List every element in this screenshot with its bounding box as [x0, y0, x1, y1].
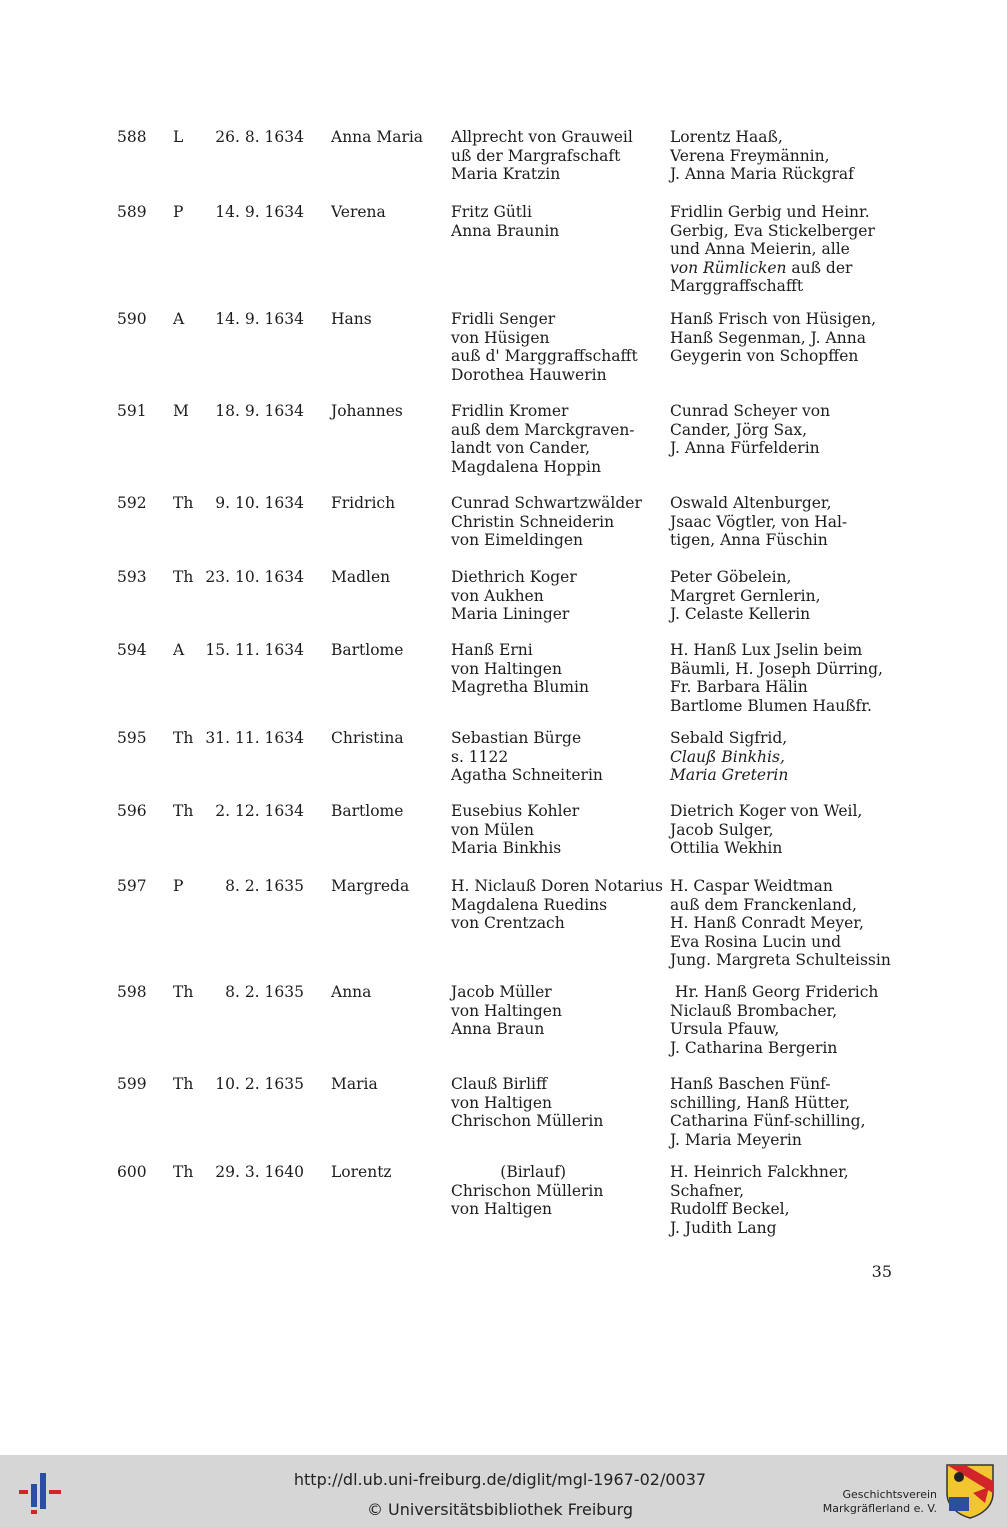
- line-text: von Crentzach: [451, 914, 565, 932]
- text-line: [451, 494, 669, 513]
- line-text: H. Caspar Weidtman: [670, 877, 833, 895]
- text-line: [670, 203, 905, 222]
- text-line: [670, 439, 905, 458]
- line-text: J. Maria Meyerin: [670, 1130, 802, 1149]
- text-line: [670, 240, 905, 259]
- godparents-cell: [670, 802, 905, 858]
- text-line: [451, 1002, 669, 1021]
- line-text: H. Hanß Conradt Meyer,: [670, 914, 864, 932]
- line-text: Verena Freymännin,: [670, 146, 830, 165]
- baptism-date: 15. 11. 1634: [205, 641, 304, 659]
- baptism-date: 14. 9. 1634: [215, 203, 304, 221]
- text-line: [670, 914, 905, 933]
- child-name: Christina: [331, 729, 404, 747]
- line-text: Sebald Sigfrid,: [670, 729, 788, 747]
- parents-cell: [451, 203, 669, 240]
- text-line: [670, 1075, 905, 1094]
- text-line: [451, 310, 669, 329]
- text-line: [670, 839, 905, 858]
- line-text: Hanß Baschen Fünf-: [670, 1075, 831, 1093]
- text-line: [451, 329, 669, 348]
- line-text: von Rümlicken: [670, 258, 787, 277]
- text-line: [451, 147, 669, 166]
- text-line: [451, 366, 669, 385]
- parents-cell: [451, 128, 669, 184]
- line-text: Hanß Frisch von Hüsigen,: [670, 310, 877, 328]
- line-text: und Anna Meierin, alle: [670, 240, 850, 258]
- godparents-cell: [670, 128, 905, 184]
- godparents-cell: [670, 877, 905, 970]
- line-text: Eusebius Kohler: [451, 802, 580, 820]
- text-line: [670, 766, 905, 785]
- line-text: Dietrich Koger von Weil,: [670, 802, 863, 820]
- line-text: landt von Cander,: [451, 439, 591, 457]
- line-text: Schafner,: [670, 1181, 745, 1200]
- godparents-cell: [670, 203, 905, 296]
- weekday-letter: A: [173, 641, 185, 659]
- footer-copyright: © Universitätsbibliothek Freiburg: [366, 1500, 634, 1519]
- text-line: [670, 128, 905, 147]
- line-text: von Haltingen: [451, 1001, 562, 1020]
- line-text: Maria Binkhis: [451, 839, 562, 857]
- entry-number: 595: [117, 729, 147, 747]
- line-text: Cunrad Scheyer von: [670, 402, 831, 420]
- godparents-cell: [670, 1163, 905, 1237]
- child-name: Hans: [331, 310, 372, 328]
- text-line: [670, 896, 905, 915]
- parents-cell: [451, 1075, 669, 1131]
- text-line: [670, 877, 905, 896]
- baptism-date: 18. 9. 1634: [215, 402, 304, 420]
- text-line: [451, 678, 669, 697]
- godparents-cell: [670, 729, 905, 785]
- line-text: H. Hanß Lux Jselin beim: [670, 641, 863, 659]
- text-line: [451, 766, 669, 785]
- entry-number: 593: [117, 568, 147, 586]
- line-text: Catharina Fünf-schilling,: [670, 1112, 866, 1130]
- text-line: [451, 1163, 669, 1182]
- text-line: [451, 513, 669, 532]
- text-line: [451, 203, 669, 222]
- text-line: [670, 421, 905, 440]
- text-line: [670, 347, 905, 366]
- text-line: [451, 802, 669, 821]
- text-line: [451, 1075, 669, 1094]
- text-line: [670, 802, 905, 821]
- line-text: Chrischon Müllerin: [451, 1181, 604, 1200]
- text-line: [451, 660, 669, 679]
- entry-number: 591: [117, 402, 147, 420]
- text-line: [451, 587, 669, 606]
- baptism-date: 8. 2. 1635: [225, 983, 304, 1001]
- society-line-1: Geschichtsverein: [842, 1488, 937, 1501]
- entry-number: 598: [117, 983, 147, 1001]
- godparents-cell: [670, 402, 905, 458]
- text-line: [670, 1200, 905, 1219]
- godparents-cell: [670, 1075, 905, 1149]
- parents-cell: [451, 802, 669, 858]
- line-text: J. Anna Maria Rückgraf: [670, 165, 854, 183]
- line-text: Gerbig, Eva Stickelberger: [670, 221, 875, 240]
- weekday-letter: Th: [173, 802, 194, 820]
- line-text: Diethrich Koger: [451, 568, 577, 586]
- line-text: von Haltingen: [451, 659, 562, 678]
- weekday-letter: Th: [173, 729, 194, 747]
- entry-number: 589: [117, 203, 147, 221]
- line-text: uß der Margrafschaft: [451, 146, 621, 165]
- parents-cell: [451, 1163, 669, 1219]
- line-text: Ottilia Wekhin: [670, 839, 783, 857]
- weekday-letter: Th: [173, 1163, 194, 1181]
- line-text: Hr. Hanß Georg Friderich: [670, 983, 879, 1001]
- line-text: tigen, Anna Füschin: [670, 531, 828, 549]
- weekday-letter: Th: [173, 494, 194, 512]
- line-text: Magretha Blumin: [451, 678, 589, 696]
- godparents-cell: [670, 568, 905, 624]
- text-line: [670, 951, 905, 970]
- line-text: Anna Braun: [451, 1020, 545, 1038]
- line-text: auß d' Marggraffschafft: [451, 347, 638, 365]
- line-text: Fridli Senger: [451, 310, 556, 328]
- weekday-letter: A: [173, 310, 185, 328]
- line-text: Fritz Gütli: [451, 203, 532, 221]
- text-line: [451, 128, 669, 147]
- society-line-2: Markgräflerland e. V.: [822, 1502, 937, 1515]
- entry-number: 596: [117, 802, 147, 820]
- line-text-after: auß der: [786, 258, 853, 277]
- text-line: [670, 641, 905, 660]
- text-line: [451, 605, 669, 624]
- line-text: von Eimeldingen: [451, 531, 584, 549]
- text-line: [451, 821, 669, 840]
- parents-cell: [451, 402, 669, 476]
- text-line: [451, 568, 669, 587]
- line-text: Oswald Altenburger,: [670, 494, 832, 512]
- line-text: schilling, Hanß Hütter,: [670, 1093, 850, 1112]
- line-text: Allprecht von Grauweil: [451, 128, 633, 146]
- line-text: Magdalena Hoppin: [451, 457, 602, 476]
- text-line: [670, 678, 905, 697]
- child-name: Bartlome: [331, 802, 404, 820]
- line-text: Maria Kratzin: [451, 165, 561, 183]
- child-name: Madlen: [331, 568, 391, 586]
- text-line: [451, 983, 669, 1002]
- line-text: Niclauß Brombacher,: [670, 1001, 838, 1020]
- text-line: [451, 222, 669, 241]
- line-text: Jung. Margreta Schulteissin: [670, 951, 891, 969]
- child-name: Johannes: [331, 402, 403, 420]
- line-text: Fr. Barbara Hälin: [670, 678, 808, 696]
- weekday-letter: Th: [173, 1075, 194, 1093]
- text-line: [451, 402, 669, 421]
- line-text: Sebastian Bürge: [451, 729, 582, 747]
- line-text: Hanß Segenman, J. Anna: [670, 328, 866, 347]
- line-text: von Mülen: [451, 820, 534, 839]
- text-line: [670, 568, 905, 587]
- text-line: [451, 1020, 669, 1039]
- line-text: auß dem Marckgraven-: [451, 420, 635, 439]
- line-text: Dorothea Hauwerin: [451, 365, 607, 384]
- line-text: J. Catharina Bergerin: [670, 1038, 838, 1057]
- parents-cell: [451, 877, 669, 933]
- line-text: Jacob Sulger,: [670, 820, 774, 839]
- child-name: Margreda: [331, 877, 410, 895]
- text-line: [670, 222, 905, 241]
- child-name: Lorentz: [331, 1163, 392, 1181]
- line-text: Eva Rosina Lucin und: [670, 932, 842, 951]
- weekday-letter: Th: [173, 568, 194, 586]
- text-line: [670, 1039, 905, 1058]
- text-line: [670, 402, 905, 421]
- baptism-date: 10. 2. 1635: [215, 1075, 304, 1093]
- text-line: [670, 933, 905, 952]
- entry-number: 588: [117, 128, 147, 146]
- baptism-date: 14. 9. 1634: [215, 310, 304, 328]
- line-text: Marggraffschafft: [670, 277, 804, 295]
- text-line: [451, 421, 669, 440]
- line-text: Geygerin von Schopffen: [670, 347, 859, 365]
- child-name: Verena: [331, 203, 386, 221]
- godparents-cell: [670, 983, 905, 1057]
- line-text: (Birlauf): [451, 1163, 567, 1181]
- line-text: Margret Gernlerin,: [670, 586, 821, 605]
- text-line: [670, 277, 905, 296]
- text-line: [451, 1112, 669, 1131]
- line-text: Chrischon Müllerin: [451, 1112, 604, 1130]
- weekday-letter: Th: [173, 983, 194, 1001]
- line-text: Peter Göbelein,: [670, 568, 792, 586]
- parents-cell: [451, 983, 669, 1039]
- text-line: [670, 513, 905, 532]
- text-line: [670, 729, 905, 748]
- baptism-date: 8. 2. 1635: [225, 877, 304, 895]
- text-line: [451, 914, 669, 933]
- line-text: Anna Braunin: [451, 221, 560, 240]
- text-line: [670, 983, 905, 1002]
- text-line: [670, 310, 905, 329]
- text-line: [670, 1219, 905, 1238]
- line-text: Agatha Schneiterin: [451, 766, 603, 784]
- line-text: von Aukhen: [451, 586, 544, 605]
- text-line: [451, 877, 669, 896]
- line-text: H. Niclauß Doren Notarius: [451, 877, 663, 895]
- parents-cell: [451, 641, 669, 697]
- text-line: [451, 439, 669, 458]
- child-name: Anna: [331, 983, 372, 1001]
- line-text: J. Celaste Kellerin: [670, 605, 811, 623]
- text-line: [670, 1020, 905, 1039]
- baptism-date: 2. 12. 1634: [215, 802, 304, 820]
- baptism-date: 31. 11. 1634: [205, 729, 304, 747]
- line-text: auß dem Franckenland,: [670, 895, 857, 914]
- line-text: Maria Greterin: [670, 766, 789, 784]
- weekday-letter: M: [173, 402, 189, 420]
- entry-number: 594: [117, 641, 147, 659]
- society-name: [823, 1488, 937, 1516]
- text-line: [670, 329, 905, 348]
- godparents-cell: [670, 310, 905, 366]
- coat-of-arms-icon[interactable]: [945, 1463, 995, 1519]
- weekday-letter: P: [173, 877, 184, 895]
- ub-freiburg-logo-icon[interactable]: [16, 1465, 66, 1517]
- baptism-date: 9. 10. 1634: [215, 494, 304, 512]
- text-line: [670, 494, 905, 513]
- text-line: [451, 165, 669, 184]
- text-line: [451, 347, 669, 366]
- entry-number: 599: [117, 1075, 147, 1093]
- line-text: Fridlin Gerbig und Heinr.: [670, 203, 870, 221]
- line-text: Jsaac Vögtler, von Hal-: [670, 512, 848, 531]
- line-text: Lorentz Haaß,: [670, 128, 783, 146]
- text-line: [670, 1002, 905, 1021]
- line-text: Rudolff Beckel,: [670, 1200, 790, 1218]
- text-line: [670, 1131, 905, 1150]
- text-line: [451, 839, 669, 858]
- entry-number: 597: [117, 877, 147, 895]
- text-line: [451, 1094, 669, 1113]
- text-line: [451, 531, 669, 550]
- parents-cell: [451, 729, 669, 785]
- line-text: von Haltigen: [451, 1093, 552, 1112]
- line-text: Hanß Erni: [451, 641, 533, 659]
- text-line: [451, 641, 669, 660]
- line-text: Cander, Jörg Sax,: [670, 420, 808, 439]
- text-line: [670, 1163, 905, 1182]
- line-text: Clauß Birliff: [451, 1075, 548, 1093]
- baptism-date: 23. 10. 1634: [205, 568, 304, 586]
- text-line: [451, 748, 669, 767]
- text-line: [670, 660, 905, 679]
- line-text: s. 1122: [451, 747, 509, 766]
- entry-number: 590: [117, 310, 147, 328]
- baptism-date: 29. 3. 1640: [215, 1163, 304, 1181]
- line-text: J. Anna Fürfelderin: [670, 439, 820, 457]
- text-line: [451, 1182, 669, 1201]
- parents-cell: [451, 568, 669, 624]
- entry-number: 592: [117, 494, 147, 512]
- line-text: Ursula Pfauw,: [670, 1020, 780, 1038]
- line-text: Bartlome Blumen Haußfr.: [670, 696, 872, 715]
- text-line: [670, 697, 905, 716]
- line-text: Clauß Binkhis,: [670, 747, 785, 766]
- line-text: Jacob Müller: [451, 983, 552, 1001]
- text-line: [670, 748, 905, 767]
- text-line: [451, 729, 669, 748]
- text-line: [670, 147, 905, 166]
- text-line: [451, 458, 669, 477]
- footer-bar: [0, 1455, 1007, 1527]
- page-number: 35: [871, 1262, 892, 1281]
- line-text: H. Heinrich Falckhner,: [670, 1163, 849, 1181]
- text-line: [451, 1200, 669, 1219]
- entry-number: 600: [117, 1163, 147, 1181]
- child-name: Anna Maria: [331, 128, 424, 146]
- line-text: J. Judith Lang: [670, 1218, 777, 1237]
- line-text: Maria Lininger: [451, 605, 570, 623]
- baptism-date: 26. 8. 1634: [215, 128, 304, 146]
- text-line: [670, 1094, 905, 1113]
- line-text: von Hüsigen: [451, 328, 550, 347]
- text-line: [670, 165, 905, 184]
- line-text: Cunrad Schwartzwälder: [451, 494, 642, 512]
- godparents-cell: [670, 494, 905, 550]
- line-text: Bäumli, H. Joseph Dürring,: [670, 659, 883, 678]
- text-line: [670, 587, 905, 606]
- line-text: Christin Schneiderin: [451, 512, 615, 531]
- line-text: Fridlin Kromer: [451, 402, 569, 420]
- weekday-letter: P: [173, 203, 184, 221]
- line-text: von Haltigen: [451, 1200, 552, 1218]
- parents-cell: [451, 310, 669, 384]
- text-line: [670, 531, 905, 550]
- parents-cell: [451, 494, 669, 550]
- text-line: [670, 1182, 905, 1201]
- line-text: Magdalena Ruedins: [451, 895, 608, 914]
- godparents-cell: [670, 641, 905, 715]
- child-name: Maria: [331, 1075, 378, 1093]
- weekday-letter: L: [173, 128, 184, 146]
- text-line: [670, 605, 905, 624]
- text-line: [670, 821, 905, 840]
- child-name: Bartlome: [331, 641, 404, 659]
- text-line: [670, 259, 905, 278]
- text-line: [451, 896, 669, 915]
- text-line: [670, 1112, 905, 1131]
- child-name: Fridrich: [331, 494, 396, 512]
- footer-url-link[interactable]: http://dl.ub.uni-freiburg.de/diglit/mgl-1967-02/0037: [293, 1470, 707, 1489]
